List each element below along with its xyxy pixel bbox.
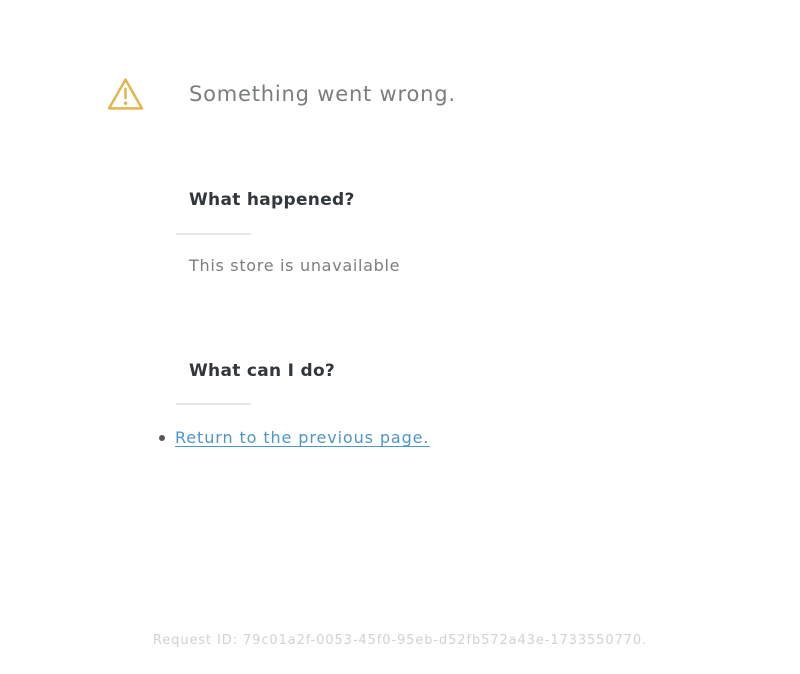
error-description: This store is unavailable — [189, 256, 401, 275]
error-title: Something went wrong. — [189, 82, 456, 106]
section-heading-what-happened: What happened? — [189, 190, 355, 210]
bullet-icon — [159, 435, 165, 441]
warning-triangle-icon — [107, 76, 144, 113]
section-heading-what-can-i-do: What can I do? — [189, 361, 336, 381]
return-previous-page-link[interactable]: Return to the previous page. — [175, 428, 430, 447]
list-item — [159, 428, 429, 447]
divider — [176, 403, 251, 405]
divider — [176, 233, 251, 235]
request-id: Request ID: 79c01a2f-0053-45f0-95eb-d52fb572a43e-1733550770. — [152, 633, 648, 648]
